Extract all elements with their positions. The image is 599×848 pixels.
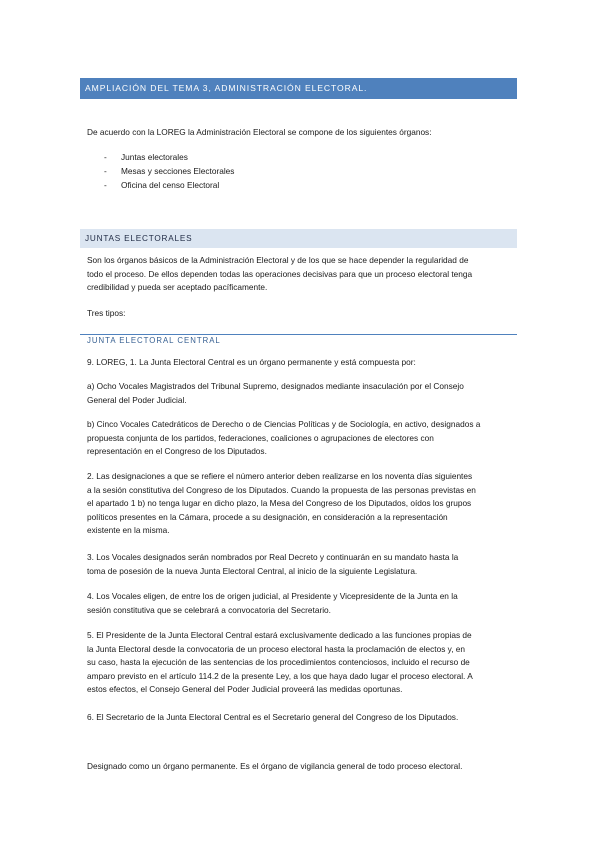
point-5: 5. El Presidente de la Junta Electoral Central estará exclusivamente dedicado a las funciones propias de la Junta Electoral desde la convocatoria de un proceso electoral hasta la proclamación de electos y, en su caso, hasta la ejecución de las sentencias de los procedimientos contenciosos, incluido el recurso de amparo previsto en el artículo 114.2 de la presente Ley, a los que haya dado lugar el proceso electoral. A estos efectos, el Consejo General del Poder Judicial proveerá las medidas oportunas. [87, 630, 473, 695]
list-item: - Mesas y secciones Electorales [104, 166, 235, 176]
point-2: 2. Las designaciones a que se refiere el número anterior deben realizarse en los noventa días siguientes a la sesión constitutiva del Congreso de los Diputados. Cuando la propuesta de las personas previstas en el apartado 1 b) no tenga lugar en dicho plazo, la Mesa del Congreso de los Diputados, oídos los grupos políticos presentes en la Cámara, procede a su designación, en consideración a la representación existente en la misma. [87, 471, 476, 536]
point-6: 6. El Secretario de la Junta Electoral Central es el Secretario general del Congreso de los Diputados. [87, 712, 459, 722]
subheading: JUNTA ELECTORAL CENTRAL [87, 336, 221, 345]
point-a: a) Ocho Vocales Magistrados del Tribunal Supremo, designados mediante insaculación por el Consejo General del Poder Judicial. [87, 381, 464, 405]
point-b: b) Cinco Vocales Catedráticos de Derecho o de Ciencias Políticas y de Sociología, en activo, designados a propuesta conjunta de los partidos, federaciones, coaliciones o agrupaciones de electores con representación en el Congreso de los Diputados. [87, 419, 481, 457]
types-label: Tres tipos: [87, 308, 126, 318]
article-9: 9. LOREG, 1. La Junta Electoral Central es un órgano permanente y está compuesta por: [87, 357, 416, 367]
bullet-dash: - [104, 152, 107, 162]
list-item: - Oficina del censo Electoral [104, 180, 220, 190]
closing-text: Designado como un órgano permanente. Es el órgano de vigilancia general de todo proceso electoral. [87, 761, 463, 771]
bullet-dash: - [104, 166, 107, 176]
intro-text: De acuerdo con la LOREG la Administración Electoral se compone de los siguientes órganos: [87, 127, 432, 137]
bullet-dash: - [104, 180, 107, 190]
list-item: - Juntas electorales [104, 152, 188, 162]
chapter-banner: AMPLIACIÓN DEL TEMA 3, ADMINISTRACIÓN ELECTORAL. [80, 78, 517, 99]
point-3: 3. Los Vocales designados serán nombrados por Real Decreto y continuarán en su mandato hasta la toma de posesión de la nueva Junta Electoral Central, al inicio de la siguiente Legislatura. [87, 552, 459, 576]
section-paragraph: Son los órganos básicos de la Administración Electoral y de los que se hace depender la regularidad de todo el proceso. De ellos dependen todas las operaciones decisivas para que un proceso electoral tenga credibilidad y pueda ser aceptado pacíficamente. [87, 255, 473, 293]
section-heading: JUNTAS ELECTORALES [80, 229, 517, 248]
subheading-rule [80, 334, 517, 335]
point-4: 4. Los Vocales eligen, de entre los de origen judicial, al Presidente y Vicepresidente de la Junta en la sesión constitutiva que se celebrará a convocatoria del Secretario. [87, 591, 458, 615]
